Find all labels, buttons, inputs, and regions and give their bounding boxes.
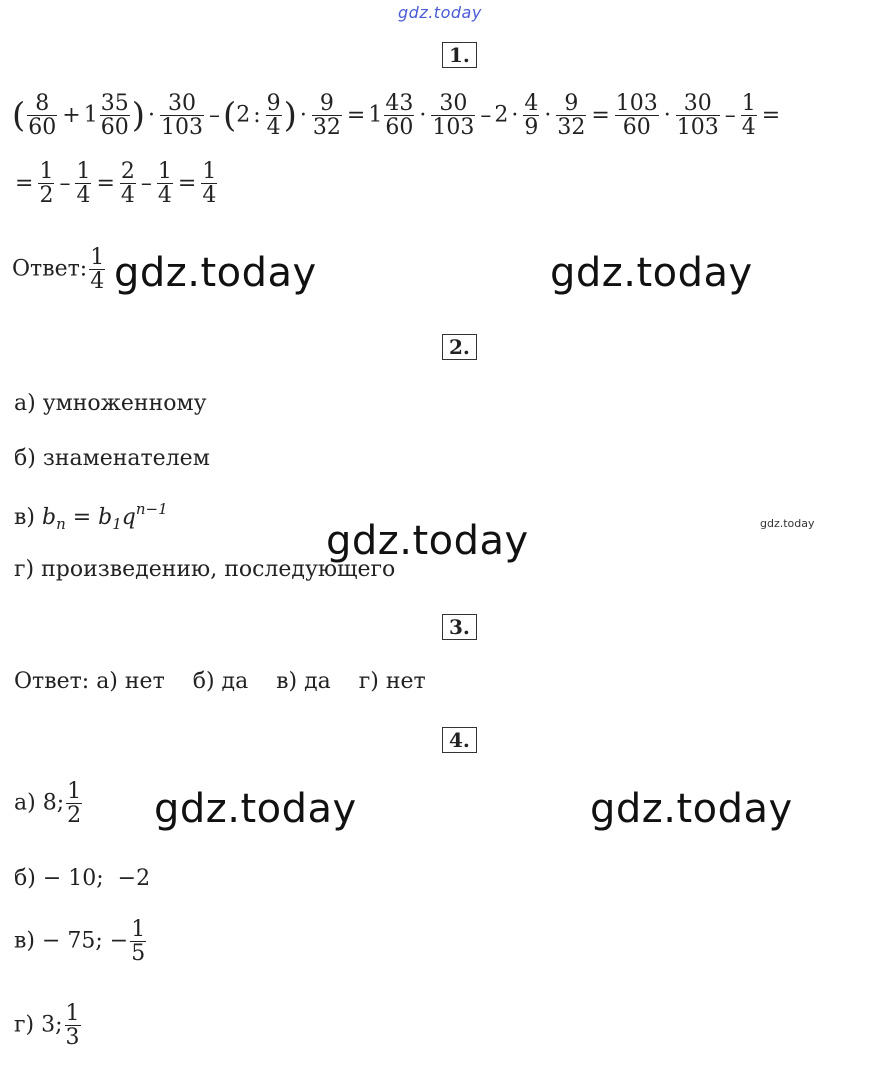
watermark: gdz.today bbox=[114, 250, 317, 296]
watermark: gdz.today bbox=[154, 786, 357, 832]
task-4-number: 4. bbox=[442, 727, 477, 753]
watermark: gdz.today bbox=[550, 250, 753, 296]
watermark: gdz.today bbox=[326, 518, 529, 564]
task-2-item-b: б) знаменателем bbox=[14, 446, 210, 471]
task-3-answer: Ответ: а) нет б) да в) да г) нет bbox=[14, 669, 426, 694]
task-2-item-g: г) произведению, последующего bbox=[14, 557, 396, 582]
task-1-number: 1. bbox=[442, 42, 477, 68]
task-2-item-v: в) $b_n = b_1q^{n-1}$ bbox=[14, 500, 168, 533]
watermark-top: gdz.today bbox=[398, 3, 482, 22]
task-4-item-v: в) − 75; − $\frac{1}{5}$ bbox=[14, 917, 146, 967]
watermark: gdz.today bbox=[590, 786, 793, 832]
task-2-number: 2. bbox=[442, 334, 477, 360]
task-2-item-a: а) умноженному bbox=[14, 391, 207, 416]
watermark-small: gdz.today bbox=[760, 517, 815, 530]
task-1-expression-line2: = $\frac{1}{2}$ – $\frac{1}{4}$ = $\frac{2}{4}$ – $\frac{1}{4}$ = $\frac{1}{4}$ bbox=[15, 159, 217, 209]
task-4-item-a: а) 8; $\frac{1}{2}$ bbox=[14, 779, 82, 829]
task-3-number: 3. bbox=[442, 614, 477, 640]
task-4-item-g: г) 3; $\frac{1}{3}$ bbox=[14, 1001, 80, 1051]
task-1-answer: Ответ: $\frac{1}{4}$ bbox=[12, 245, 105, 295]
task-1-expression: ( $\frac{8}{60}$ + 1 $\frac{35}{60}$ ) · $\frac{30}{103}$ –(2 : $\frac{9}{4}$ ) · $\frac{9}{32}$ = 1 $\frac{43}{60}$ · $\frac{30}{103}$ – 2 · $\frac{4}{9}$ · $\frac{9}{32}$ = $\frac{103}{60}$ · $\frac{30}{103}$ – $\frac{1}{4}$ = bbox=[12, 91, 781, 141]
task-4-item-b: б) − 10; −2 bbox=[14, 866, 151, 891]
fraction: $\frac{8}{60}$ bbox=[28, 91, 57, 141]
